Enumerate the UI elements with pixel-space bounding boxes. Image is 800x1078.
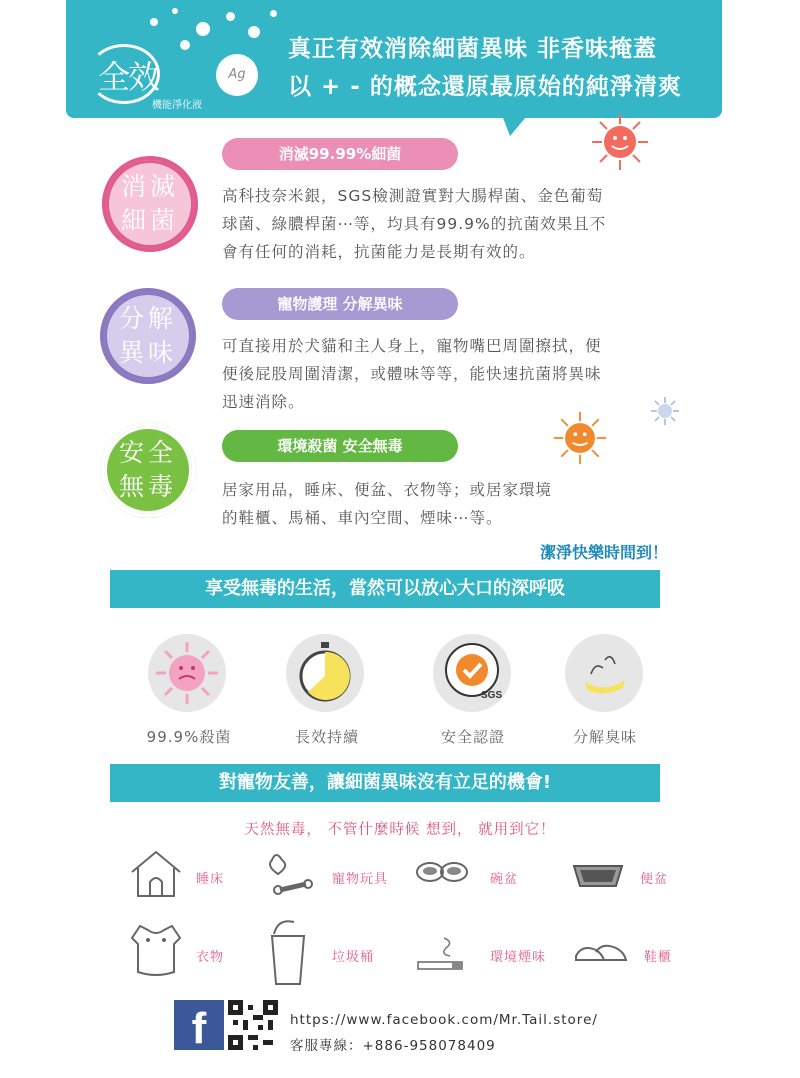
use-label: 便盆: [640, 872, 669, 887]
feature-circle-line: 細菌: [120, 206, 179, 235]
litter-tray-icon: [570, 860, 626, 890]
use-label: 鞋櫃: [644, 950, 673, 965]
shoes-icon: [572, 936, 630, 970]
text-line: 的鞋櫃、馬桶、車內空間、煙味⋯等。: [222, 509, 503, 527]
text-line: 球菌、綠膿桿菌⋯等，均具有99.9%的抗菌效果且不: [222, 215, 607, 233]
use-label: 垃圾桶: [332, 950, 375, 965]
bubble-icon: [150, 18, 158, 26]
cigarette-smoke-icon: [414, 934, 470, 972]
use-label: 睡床: [196, 872, 225, 887]
sgs-check-icon: [433, 634, 511, 712]
feature-circle-decompose-odor: [100, 288, 196, 384]
motto: 天然無毒， 不管什麼時候 想到， 就用到它！: [244, 822, 556, 838]
bubble-icon: [248, 26, 260, 38]
bubble-icon: [196, 22, 210, 36]
text-line: 迅速消除。: [222, 393, 305, 411]
feature-circle-safe-nontoxic: [100, 422, 196, 518]
icon-label: 長效持續: [294, 728, 359, 746]
facebook-icon[interactable]: f: [174, 1000, 224, 1050]
icon-label: 分解臭味: [572, 728, 637, 746]
sgs-label: SGS: [481, 690, 503, 701]
use-label: 碗盆: [490, 872, 519, 887]
header-speech-tail: [500, 110, 532, 136]
section-band: 對寵物友善，讓細菌異味沒有立足的機會!: [110, 764, 660, 802]
bubble-icon: [180, 40, 190, 50]
feature-description: [222, 476, 652, 532]
text-line: 可直接用於犬貓和主人身上，寵物嘴巴周圍擦拭，便: [222, 337, 602, 355]
feature-pill: 消滅99.99%細菌: [222, 138, 458, 170]
timer-icon: [286, 634, 364, 712]
feature-circle-line: 無毒: [118, 472, 177, 501]
angry-sun-icon: [552, 410, 608, 466]
tagline: 潔淨快樂時間到！: [539, 543, 668, 562]
service-phone: 客服專線：+886-958078409: [290, 1038, 496, 1054]
text-line: 居家用品，睡床、便盆、衣物等；或居家環境: [222, 481, 553, 499]
feature-circle-line: 消滅: [120, 172, 179, 201]
bubble-icon: [172, 8, 178, 14]
icon-label: 99.9%殺菌: [146, 728, 232, 746]
section-band: 享受無毒的生活，當然可以放心大口的深呼吸: [110, 570, 660, 608]
odor-icon: [565, 634, 643, 712]
feature-circle-kill-germs: [102, 156, 198, 252]
feature-pill: 環境殺菌 安全無毒: [222, 430, 458, 462]
logo-subtitle: 機能淨化液: [152, 100, 202, 111]
facebook-url-link[interactable]: https://www.facebook.com/Mr.Tail.store/: [290, 1012, 598, 1028]
pet-house-icon: [128, 848, 184, 900]
icon-label: 安全認證: [440, 728, 505, 746]
use-label: 環境煙味: [490, 950, 547, 965]
germ-icon: [148, 634, 226, 712]
use-label: 寵物玩具: [332, 872, 389, 887]
trash-bin-icon: [264, 914, 312, 988]
feature-description: [222, 182, 692, 266]
bubble-icon: [270, 10, 277, 17]
feature-pill: 寵物護理 分解異味: [222, 288, 458, 320]
pet-toy-icon: [260, 846, 320, 902]
headline-line-2: 以 + - 的概念還原最原始的純淨清爽: [288, 74, 682, 100]
angry-sun-icon: [590, 112, 650, 172]
text-line: 便後屁股周圍清潔，或體味等等，能快速抗菌將異味: [222, 365, 602, 383]
pet-clothes-icon: [126, 920, 186, 980]
feature-circle-line: 安全: [118, 438, 177, 467]
headline-line-1: 真正有效消除細菌異味 非香味掩蓋: [288, 36, 658, 62]
text-line: 高科技奈米銀，SGS檢測證實對大腸桿菌、金色葡萄: [222, 187, 604, 205]
feature-description: [222, 332, 692, 416]
brand-logo: [88, 44, 160, 104]
bubble-icon: [226, 12, 235, 21]
use-label: 衣物: [196, 950, 225, 965]
silver-ion-icon: Ag: [216, 54, 258, 96]
logo-text: 全效: [98, 58, 159, 96]
qr-code[interactable]: [228, 1000, 278, 1050]
text-line: 會有任何的消耗，抗菌能力是長期有效的。: [222, 243, 536, 261]
feature-circle-line: 分解: [118, 304, 177, 333]
feature-circle-line: 異味: [118, 338, 177, 367]
pet-bowl-icon: [414, 858, 470, 890]
